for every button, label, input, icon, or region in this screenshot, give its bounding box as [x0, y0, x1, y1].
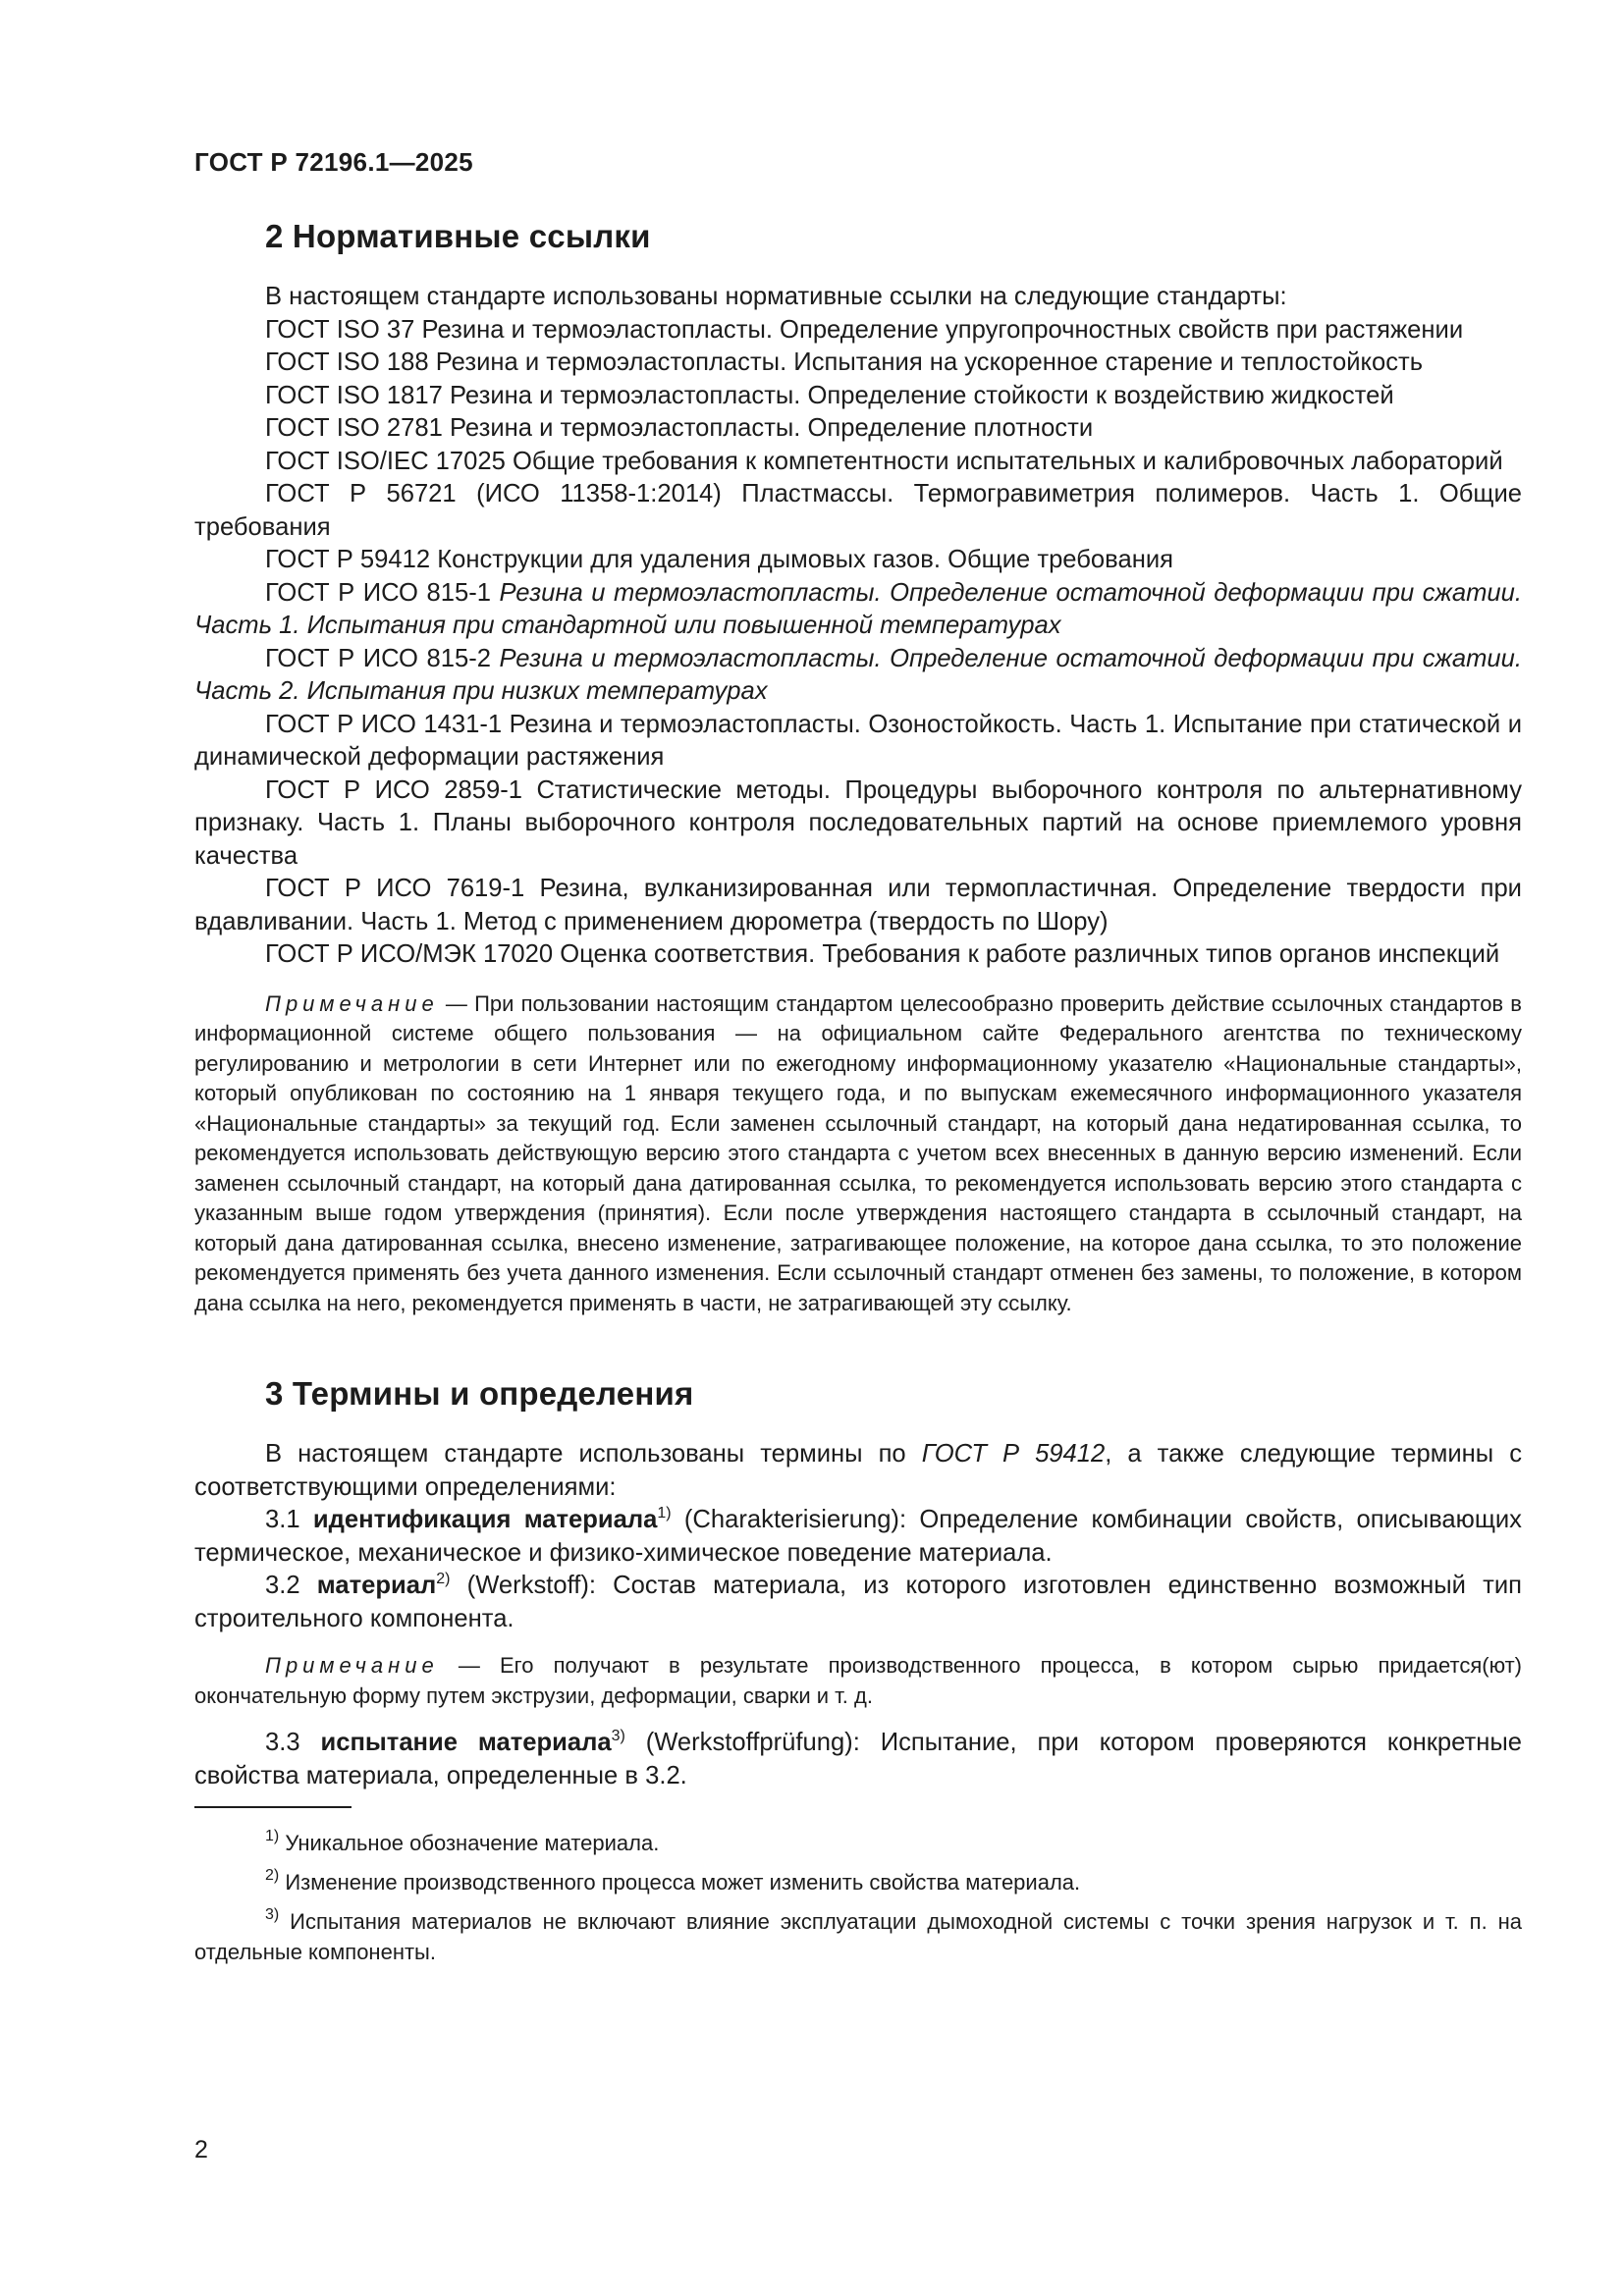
- note-label: Примечание: [265, 1653, 439, 1678]
- reference-item: ГОСТ ISO 37 Резина и термоэластопласты. Определение упругопрочностных свойств при растяжении: [265, 315, 1464, 344]
- note-label: Примечание: [265, 990, 439, 1016]
- reference-item: ГОСТ Р 59412 Конструкции для удаления дымовых газов. Общие требования: [265, 546, 1173, 573]
- section-3-title: 3 Термины и определения: [265, 1375, 694, 1412]
- footnote-separator: [194, 1806, 352, 1808]
- reference-item: ГОСТ Р ИСО 7619-1 Резина, вулканизированная или термопластичная. Определение твердости при вдавливании. Часть 1. Метод с применением дюрометра (твердость по Шору): [194, 875, 1522, 935]
- footnote: $^{2)}$ Изменение производственного процесса может изменить свойства материала.: [265, 1867, 1081, 1895]
- section-2-intro: В настоящем стандарте использованы нормативные ссылки на следующие стандарты:: [265, 283, 1287, 310]
- section-3-intro: В настоящем стандарте использованы термины по ГОСТ Р 59412, а также следующие термины с соответствующими определениями:: [194, 1440, 1522, 1501]
- document-code: ГОСТ Р 72196.1—2025: [194, 147, 473, 177]
- reference-item: ГОСТ Р ИСО 815-2 Резина и термоэластопласты. Определение остаточной деформации при сжатии. Часть 2. Испытания при низких температурах: [194, 644, 1522, 705]
- term-note: Примечание — Его получают в результате производственного процесса, в котором сырью придается(ют) окончательную форму путем экструзии, деформации, сварки и т. д.: [194, 1653, 1522, 1708]
- reference-item: ГОСТ ISO 188 Резина и термоэластопласты. Испытания на ускоренное старение и теплостойкость: [265, 348, 1424, 376]
- reference-item: ГОСТ ISO/IEC 17025 Общие требования к компетентности испытательных и калибровочных лабораторий: [265, 447, 1503, 475]
- reference-item: ГОСТ Р 56721 (ИСО 11358-1:2014) Пластмассы. Термогравиметрия полимеров. Часть 1. Общие требования: [194, 480, 1523, 541]
- reference-item: ГОСТ ISO 2781 Резина и термоэластопласты. Определение плотности: [265, 414, 1094, 442]
- term-definition: 3.2 материал$^{2)}$ (Werkstoff): Состав материала, из которого изготовлен единственно возможный тип строительного компонента.: [194, 1571, 1522, 1632]
- term-definition: 3.1 идентификация материала$^{1)}$ (Charakterisierung): Определение комбинации свойств, описывающих термическое, механическое и физико-химическое поведение материала.: [194, 1505, 1522, 1567]
- section-2-note: Примечание — При пользовании настоящим стандартом целесообразно проверить действие ссылочных стандартов в информационной системе общего пользования — на официальном сайте Федерального агентства по техническому регулированию и метрологии в сети Интернет или по ежегодному информационному указателю «Национальные стандарты», который опубликован по состоянию на 1 января текущего года, и по выпускам ежемесячного информационного указателя «Национальные стандарты» за текущий год. Если заменен ссылочный стандарт, на который дана недатированная ссылка, то рекомендуется использовать действующую версию этого стандарта с учетом всех внесенных в данную версию изменений. Если заменен ссылочный стандарт, на который дана датированная ссылка, то рекомендуется использовать версию этого стандарта с указанным выше годом утверждения (принятия). Если после утверждения настоящего стандарта в ссылочный стандарт, на который дана датированная ссылка, внесено изменение, затрагивающее положение, на которое дана ссылка, то это положение рекомендуется применять без учета данного изменения. Если ссылочный стандарт отменен без замены, то положение, в котором дана ссылка на него, рекомендуется применять в части, не затрагивающей эту ссылку.: [194, 990, 1522, 1315]
- footnote: $^{3)}$ Испытания материалов не включают влияние эксплуатации дымоходной системы с точки зрения нагрузок и т. п. на отдельные компоненты.: [194, 1906, 1522, 1964]
- footnote-ref: 3): [611, 1728, 625, 1744]
- page-number: 2: [194, 2136, 208, 2163]
- reference-item: ГОСТ ISO 1817 Резина и термоэластопласты. Определение стойкости к воздействию жидкостей: [265, 381, 1394, 409]
- reference-item: ГОСТ Р ИСО 2859-1 Статистические методы. Процедуры выборочного контроля по альтернативному признаку. Часть 1. Планы выборочного контроля последовательных партий на основе приемлемого уровня качества: [194, 775, 1522, 870]
- reference-item: ГОСТ Р ИСО 815-1 Резина и термоэластопласты. Определение остаточной деформации при сжатии. Часть 1. Испытания при стандартной или повышенной температурах: [194, 578, 1522, 639]
- term-definition: 3.3 испытание материала$^{3)}$ (Werkstoffprüfung): Испытание, при котором проверяются конкретные свойства материала, определенные в 3.2.: [194, 1728, 1523, 1789]
- section-2-title: 2 Нормативные ссылки: [265, 218, 651, 254]
- reference-item: ГОСТ Р ИСО 1431-1 Резина и термоэластопласты. Озоностойкость. Часть 1. Испытание при статической и динамической деформации растяжения: [194, 710, 1522, 771]
- footnote: $^{1)}$ Уникальное обозначение материала.: [265, 1828, 660, 1855]
- reference-item: ГОСТ Р ИСО/МЭК 17020 Оценка соответствия. Требования к работе различных типов органов инспекций: [265, 940, 1500, 968]
- footnote-ref: 2): [436, 1571, 451, 1587]
- page-content: [194, 218, 1522, 1976]
- footnote-ref: 1): [657, 1505, 672, 1522]
